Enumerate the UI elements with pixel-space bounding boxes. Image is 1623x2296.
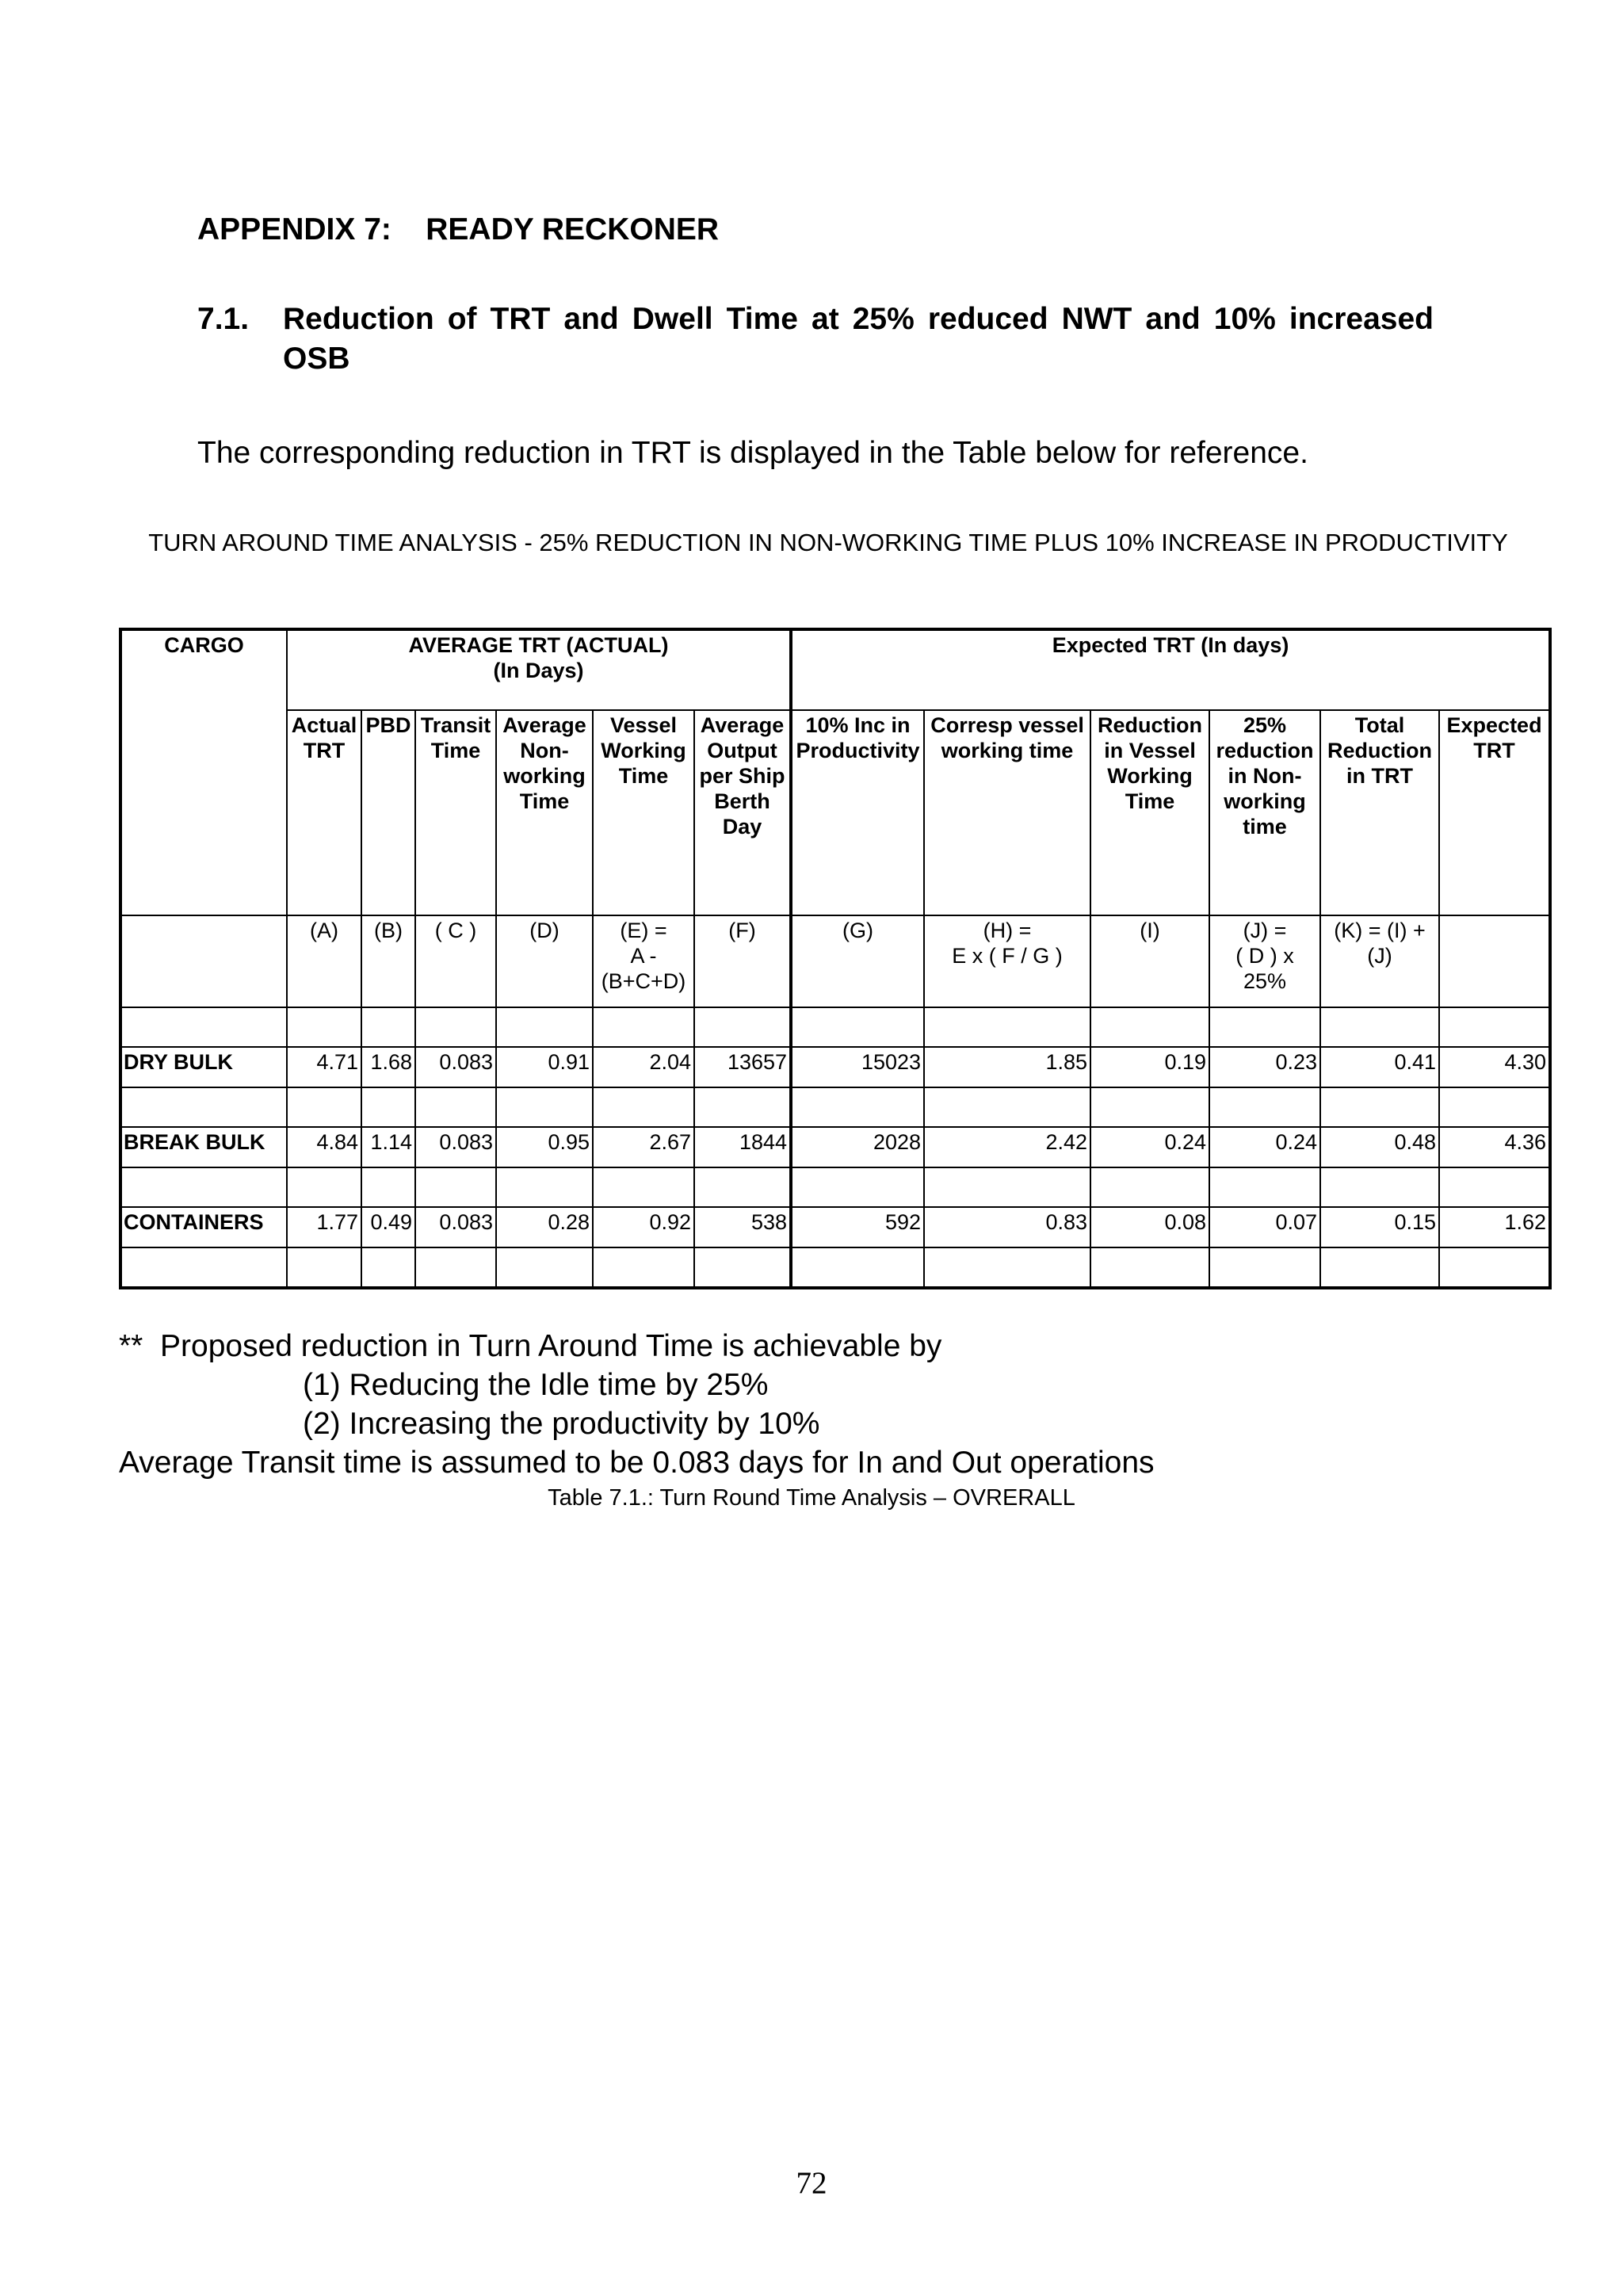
formula-label: (E) = A - (B+C+D) xyxy=(601,919,686,993)
column-header-label: PBD xyxy=(365,713,411,737)
formula-row xyxy=(120,915,1550,1007)
table-cell: 0.28 xyxy=(496,1207,593,1247)
table-cell: 2.42 xyxy=(924,1127,1090,1167)
table-cell: 0.24 xyxy=(1209,1127,1320,1167)
intro-paragraph: The corresponding reduction in TRT is displayed in the Table below for reference. xyxy=(197,436,1308,470)
table-cell: 0.08 xyxy=(1090,1207,1209,1247)
table-cell: 0.083 xyxy=(415,1207,496,1247)
formula-label: (F) xyxy=(728,919,756,942)
table-notes xyxy=(119,1327,1155,1482)
section-title: Reduction of TRT and Dwell Time at 25% reduced NWT and 10% increased OSB xyxy=(283,302,1434,376)
table-caption: Table 7.1.: Turn Round Time Analysis – OVRERALL xyxy=(548,1485,1075,1511)
formula-cell xyxy=(1320,915,1439,1007)
table-spacer-row xyxy=(120,1087,1550,1127)
cargo-header xyxy=(120,629,287,915)
column-header xyxy=(415,710,496,915)
table-cell: 1.62 xyxy=(1439,1207,1550,1247)
note-line: (2) Increasing the productivity by 10% xyxy=(303,1407,820,1441)
table-cell: 0.083 xyxy=(415,1047,496,1087)
column-header-label: 10% Inc in Productivity xyxy=(796,713,920,762)
group-header-row xyxy=(120,629,1550,710)
table-row xyxy=(120,1047,1550,1087)
table-cell: 1.85 xyxy=(924,1047,1090,1087)
column-header-label: Vessel Working Time xyxy=(601,713,686,788)
formula-cell xyxy=(1209,915,1320,1007)
table-cell: 2.04 xyxy=(593,1047,694,1087)
formula-cell xyxy=(361,915,415,1007)
formula-label: (B) xyxy=(374,919,403,942)
formula-cell xyxy=(694,915,791,1007)
formula-label: (D) xyxy=(529,919,559,942)
column-header-label: Average Non- working Time xyxy=(502,713,586,813)
column-header-label: Transit Time xyxy=(420,713,491,762)
table-cell: 0.83 xyxy=(924,1207,1090,1247)
formula-cell xyxy=(287,915,361,1007)
column-header xyxy=(924,710,1090,915)
expected-trt-group-label: Expected TRT (In days) xyxy=(1052,633,1289,657)
turnaround-time-table xyxy=(119,628,1552,1289)
table-cell: 0.24 xyxy=(1090,1127,1209,1167)
column-header-label: Corresp vessel working time xyxy=(930,713,1084,762)
table-cell: 0.49 xyxy=(361,1207,415,1247)
cargo-cell: BREAK BULK xyxy=(120,1127,287,1167)
table-cell: 4.84 xyxy=(287,1127,361,1167)
formula-cell xyxy=(791,915,924,1007)
column-header xyxy=(1090,710,1209,915)
formula-label: (A) xyxy=(310,919,338,942)
table-cell: 4.71 xyxy=(287,1047,361,1087)
table-cell: 13657 xyxy=(694,1047,791,1087)
column-header xyxy=(287,710,361,915)
formula-label: (G) xyxy=(842,919,874,942)
table-row xyxy=(120,1207,1550,1247)
table-row xyxy=(120,1127,1550,1167)
note-line: Average Transit time is assumed to be 0.083 days for In and Out operations xyxy=(119,1446,1155,1480)
column-header-label: Actual TRT xyxy=(291,713,357,762)
column-header-row xyxy=(120,710,1550,915)
table-cell: 0.95 xyxy=(496,1127,593,1167)
formula-label: (J) = ( D ) x 25% xyxy=(1235,919,1294,993)
table-cell: 538 xyxy=(694,1207,791,1247)
note-line: ** Proposed reduction in Turn Around Time is achievable by xyxy=(119,1329,942,1363)
table-cell: 592 xyxy=(791,1207,924,1247)
formula-cell-empty xyxy=(120,915,287,1007)
note-line: (1) Reducing the Idle time by 25% xyxy=(303,1368,769,1402)
column-header xyxy=(791,710,924,915)
column-header-label: 25% reduction in Non- working time xyxy=(1216,713,1314,839)
column-header xyxy=(694,710,791,915)
column-header-label: Average Output per Ship Berth Day xyxy=(699,713,785,839)
table-cell: 0.19 xyxy=(1090,1047,1209,1087)
cargo-header-label: CARGO xyxy=(164,633,244,657)
table-cell: 0.15 xyxy=(1320,1207,1439,1247)
table-cell: 0.23 xyxy=(1209,1047,1320,1087)
table-cell: 2028 xyxy=(791,1127,924,1167)
table-title: TURN AROUND TIME ANALYSIS - 25% REDUCTION IN NON-WORKING TIME PLUS 10% INCREASE IN PRODUCTIVITY xyxy=(148,529,1508,556)
formula-label: (H) = E x ( F / G ) xyxy=(952,919,1063,968)
table-spacer-row xyxy=(120,1247,1550,1288)
table-cell: 0.91 xyxy=(496,1047,593,1087)
table-cell: 15023 xyxy=(791,1047,924,1087)
table-cell: 1844 xyxy=(694,1127,791,1167)
column-header-label: Total Reduction in TRT xyxy=(1327,713,1433,788)
formula-cell xyxy=(593,915,694,1007)
formula-cell xyxy=(415,915,496,1007)
column-header-label: Expected TRT xyxy=(1446,713,1542,762)
cargo-cell: DRY BULK xyxy=(120,1047,287,1087)
formula-cell xyxy=(924,915,1090,1007)
column-header xyxy=(1439,710,1550,915)
formula-label: (I) xyxy=(1140,919,1160,942)
table-cell: 2.67 xyxy=(593,1127,694,1167)
formula-cell xyxy=(1090,915,1209,1007)
column-header xyxy=(361,710,415,915)
column-header xyxy=(1209,710,1320,915)
formula-cell xyxy=(496,915,593,1007)
column-header xyxy=(593,710,694,915)
table-cell: 1.14 xyxy=(361,1127,415,1167)
column-header xyxy=(1320,710,1439,915)
table-cell: 0.48 xyxy=(1320,1127,1439,1167)
table-cell: 0.92 xyxy=(593,1207,694,1247)
column-header-label: Reduction in Vessel Working Time xyxy=(1098,713,1203,813)
cargo-cell: CONTAINERS xyxy=(120,1207,287,1247)
formula-cell xyxy=(1439,915,1550,1007)
table-cell: 4.30 xyxy=(1439,1047,1550,1087)
actual-trt-group-header xyxy=(287,629,791,710)
expected-trt-group-header xyxy=(791,629,1550,710)
section-number: 7.1. xyxy=(197,302,250,336)
page-number: 72 xyxy=(796,2166,827,2200)
actual-trt-group-label: AVERAGE TRT (ACTUAL) (In Days) xyxy=(408,633,669,682)
table-cell: 1.77 xyxy=(287,1207,361,1247)
table-cell: 0.41 xyxy=(1320,1047,1439,1087)
table-spacer-row xyxy=(120,1007,1550,1047)
table-spacer-row xyxy=(120,1167,1550,1207)
formula-label: (K) = (I) + (J) xyxy=(1334,919,1426,968)
table-cell: 0.083 xyxy=(415,1127,496,1167)
table-cell: 4.36 xyxy=(1439,1127,1550,1167)
table-cell: 0.07 xyxy=(1209,1207,1320,1247)
formula-label: ( C ) xyxy=(434,919,477,942)
column-header xyxy=(496,710,593,915)
table-cell: 1.68 xyxy=(361,1047,415,1087)
appendix-title: APPENDIX 7: READY RECKONER xyxy=(197,212,720,246)
